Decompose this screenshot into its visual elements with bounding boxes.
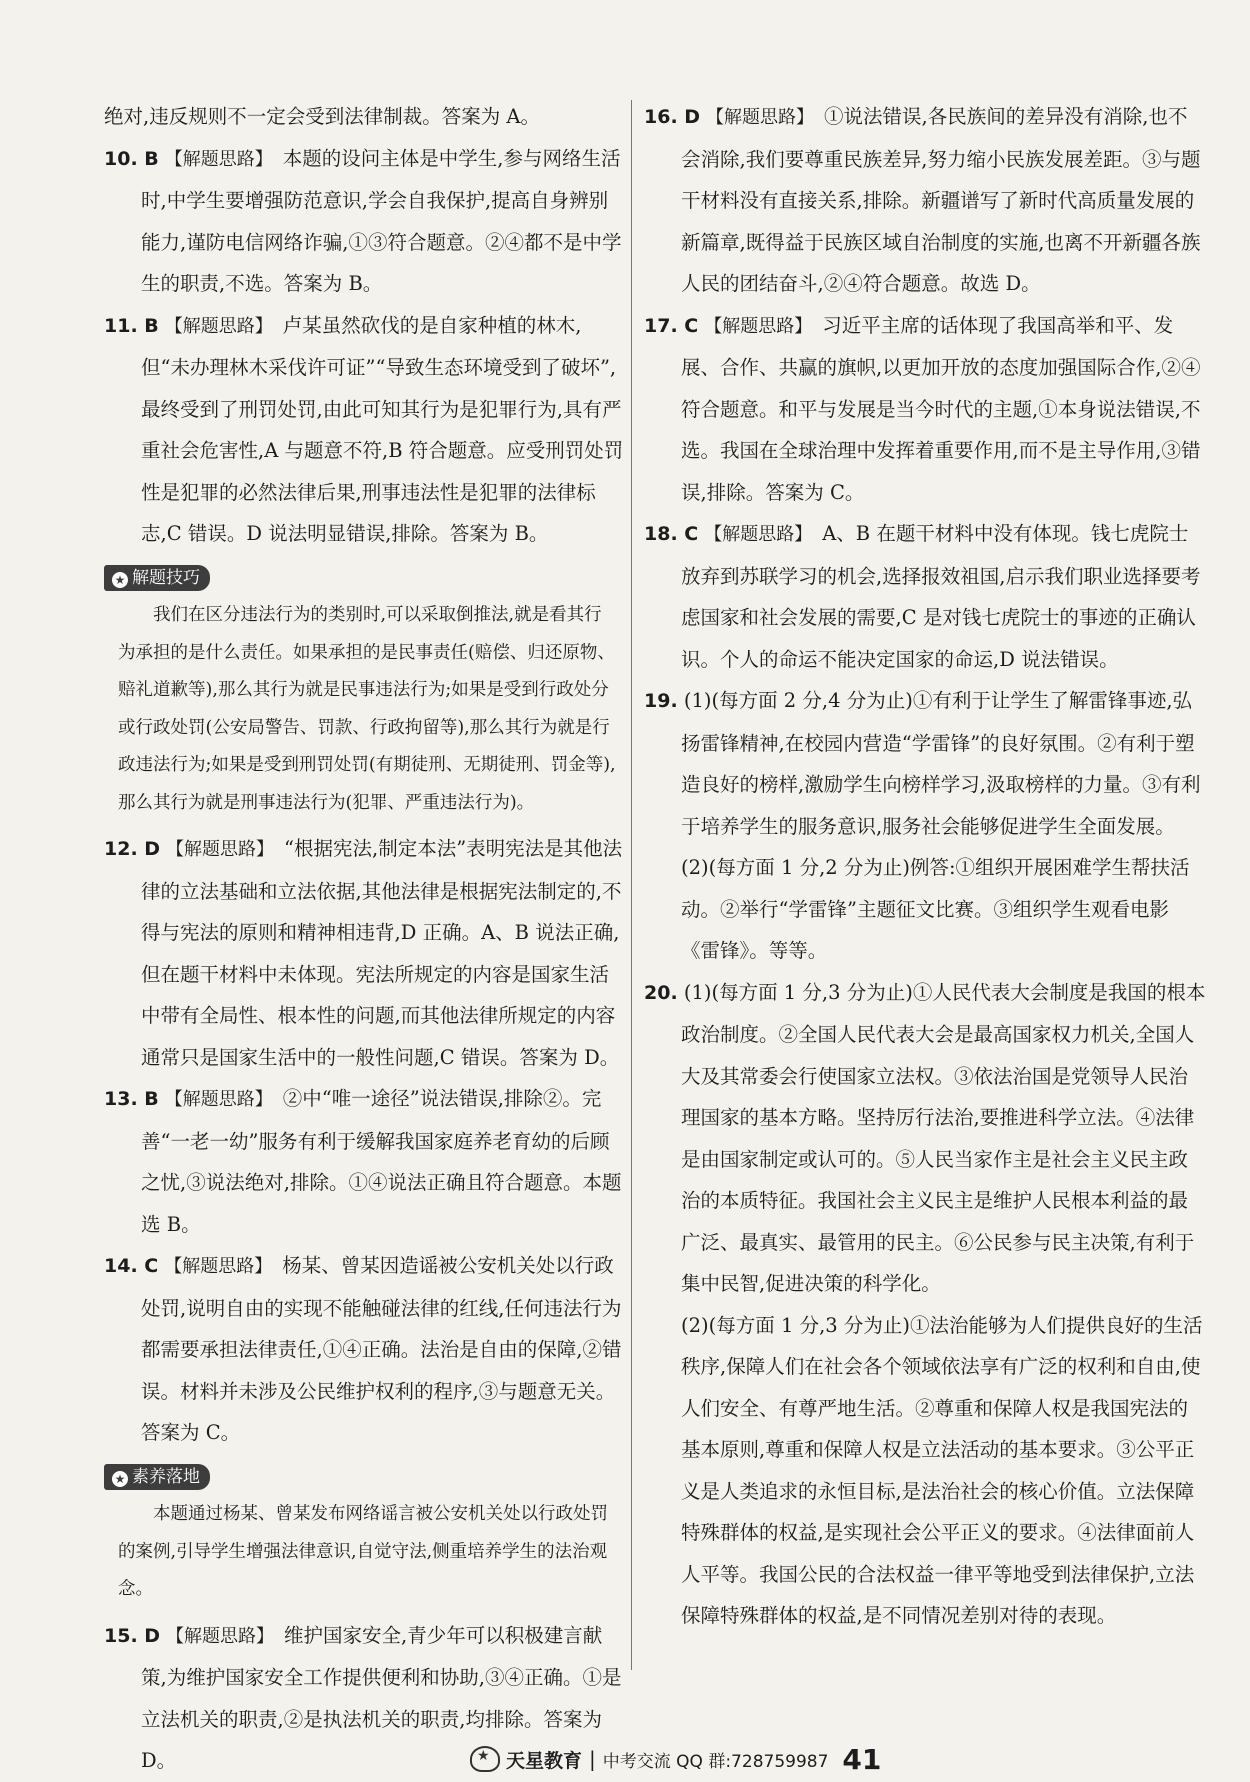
answer-13: 13. B 【解题思路】 ②中“唯一途径”说法错误,排除②。完善“一老一幼”服务有利于缓解我国家庭养老育幼的后顾之忧,③说法绝对,排除。①④说法正确且符合题意。本题选 B。: [104, 1087, 622, 1236]
brand-name: 天星教育: [506, 1749, 583, 1772]
tianxing-logo-icon: [470, 1746, 500, 1772]
tip-box: [104, 555, 624, 829]
literacy-box-text: 本题通过杨某、曾某发布网络谣言被公安机关处以行政处罚的案例,引导学生增强法律意识,自觉守法,侧重培养学生的法治观念。: [118, 1504, 608, 1599]
answer-12: 12. D 【解题思路】 “根据宪法,制定本法”表明宪法是其他法律的立法基础和立法依据,其他法律是根据宪法制定的,不得与宪法的原则和精神相违背,D 正确。A、B 说法正确,但在题干材料中未体现。宪法所规定的内容是国家生活中带有全局性、根本性的问题,而其他法律所规定的内容通常只是国家生活中的一般性问题,C 错误。答案为 D。: [104, 837, 623, 1069]
answer-17: 17. C 【解题思路】 习近平主席的话体现了我国高举和平、发展、合作、共赢的旗帜,以更加开放的态度加强国际合作,②④符合题意。和平与发展是当今时代的主题,①本身说法错误,不选。我国在全球治理中发挥着重要作用,而不是主导作用,③错误,排除。答案为 C。: [644, 313, 1201, 504]
answer-16: 16. D 【解题思路】 ①说法错误,各民族间的差异没有消除,也不会消除,我们要尊重民族差异,努力缩小民族发展差距。③与题干材料没有直接关系,排除。新疆谱写了新时代高质量发展的新篇章,既得益于民族区域自治制度的实施,也离不开新疆各族人民的团结奋斗,②④符合题意。故选 D。: [644, 105, 1201, 295]
page-footer: [470, 1744, 881, 1774]
answer-19: 19. (1)(每方面 2 分,4 分为止)①有利于让学生了解雷锋事迹,弘扬雷锋精神,在校园内营造“学雷锋”的良好氛围。②有利于塑造良好的榜样,激励学生向榜样学习,汲取榜样的力量。③有利于培养学生的服务意识,服务社会能够促进学生全面发展。: [644, 689, 1201, 838]
answer-20: 20. (1)(每方面 1 分,3 分为止)①人民代表大会制度是我国的根本政治制度。②全国人民代表大会是最高国家权力机关,全国人大及其常委会行使国家立法权。③依法治国是党领导人民治理国家的基本方略。坚持厉行法治,要推进科学立法。④法律是由国家制定或认可的。⑤人民当家作主是社会主义民主政治的本质特征。我国社会主义民主是维护人民根本利益的最广泛、最真实、最管用的民主。⑥公民参与民主决策,有利于集中民智,促进决策的科学化。: [644, 980, 1206, 1295]
qq-group: 中考交流 QQ 群:728759987: [602, 1751, 829, 1772]
answer-10: 10. B 【解题思路】 本题的设问主体是中学生,参与网络生活时,中学生要增强防范意识,学会自我保护,提高自身辨别能力,谨防电信网络诈骗,①③符合题意。②④都不是中学生的职责,不选。答案为 B。: [104, 146, 622, 295]
right-column: [644, 96, 1206, 1637]
answer-11: 11. B 【解题思路】 卢某虽然砍伐的是自家种植的林木,但“未办理林木采伐许可证”“导致生态环境受到了破坏”,最终受到了刑罚处罚,由此可知其行为是犯罪行为,具有严重社会危害性,A 与题意不符,B 符合题意。应受刑罚处罚性是犯罪的必然法律后果,刑事违法性是犯罪的法律标志,C 错误。D 说法明显错误,排除。答案为 B。: [104, 313, 624, 545]
answer-18: 18. C 【解题思路】 A、B 在题干材料中没有体现。钱七虎院士放弃到苏联学习的机会,选择报效祖国,启示我们职业选择要考虑国家和社会发展的需要,C 是对钱七虎院士的事迹的正确认识。个人的命运不能决定国家的命运,D 说法错误。: [644, 522, 1201, 671]
page-number: 41: [842, 1742, 882, 1776]
literacy-box-title: ★ 素养落地: [104, 1464, 210, 1490]
answer-19-part-2: (2)(每方面 1 分,2 分为止)例答:①组织开展困难学生帮扶活动。②举行“学雷锋”主题征文比赛。③组织学生观看电影《雷锋》。等等。: [681, 856, 1190, 962]
star-icon: ★: [112, 1471, 128, 1487]
literacy-box: [104, 1454, 624, 1615]
footer-separator: |: [589, 1747, 596, 1771]
tip-box-text: 我们在区分违法行为的类别时,可以采取倒推法,就是看其行为承担的是什么责任。如果承担的是民事责任(赔偿、归还原物、赔礼道歉等),那么其行为就是民事违法行为;如果是受到行政处分或行政处罚(公安局警告、罚款、行政拘留等),那么其行为就是行政违法行为;如果是受到刑罚处罚(有期徒刑、无期徒刑、罚金等),那么其行为就是刑事违法行为(犯罪、严重违法行为)。: [118, 605, 616, 813]
answer-14: 14. C 【解题思路】 杨某、曾某因造谣被公安机关处以行政处罚,说明自由的实现不能触碰法律的红线,任何违法行为都需要承担法律责任,①④正确。法治是自由的保障,②错误。材料并未涉及公民维护权利的程序,③与题意无关。答案为 C。: [104, 1254, 622, 1444]
star-icon: ★: [112, 572, 128, 588]
answer-20-part-2: (2)(每方面 1 分,3 分为止)①法治能够为人们提供良好的生活秩序,保障人们在社会各个领域依法享有广泛的权利和自由,使人们安全、有尊严地生活。②尊重和保障人权是我国宪法的基本原则,尊重和保障人权是立法活动的基本要求。③公平正义是人类追求的永恒目标,是法治社会的核心价值。立法保障特殊群体的权益,是实现社会公平正义的要求。④法律面前人人平等。我国公民的合法权益一律平等地受到法律保护,立法保障特殊群体的权益,是不同情况差别对待的表现。: [681, 1313, 1203, 1627]
left-column: [104, 96, 624, 1782]
answer-15: 15. D 【解题思路】 维护国家安全,青少年可以积极建言献策,为维护国家安全工作提供便利和协助,③④正确。①是立法机关的职责,②是执法机关的职责,均排除。答案为 D。: [104, 1623, 622, 1772]
continued-text: 绝对,违反规则不一定会受到法律制裁。答案为 A。: [104, 105, 540, 128]
tip-box-title: ★ 解题技巧: [104, 565, 210, 591]
column-divider: [631, 100, 632, 1670]
